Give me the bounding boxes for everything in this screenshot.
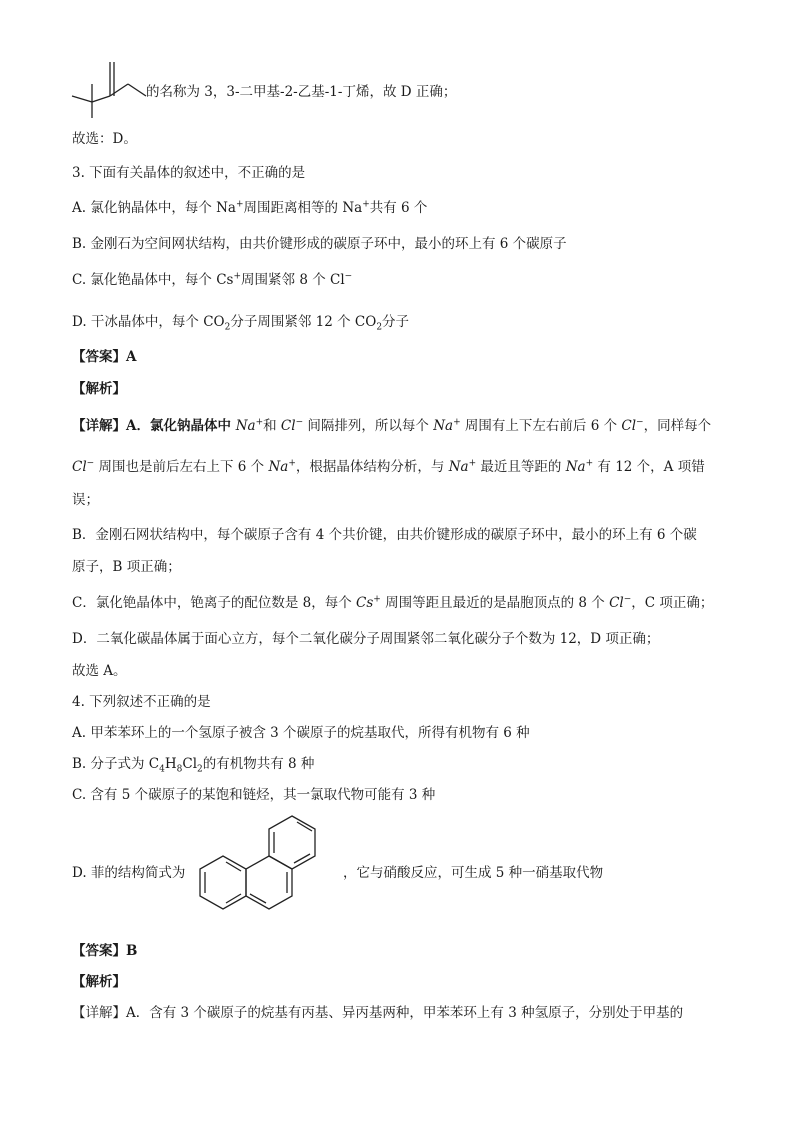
q4-stem: 4. 下列叙述不正确的是 <box>72 694 211 710</box>
q3-detail-d: D．二氧化碳晶体属于面心立方，每个二氧化碳分子周围紧邻二氧化碳分子个数为 12，D 项正确； <box>72 631 660 647</box>
q4-detail-a: 【详解】A．含有 3 个碳原子的烷基有丙基、异丙基两种，甲苯苯环上有 3 种氢原子，分别处于甲基的 <box>72 1005 684 1021</box>
q4-option-d-suffix: ，它与硝酸反应，可生成 5 种一硝基取代物 <box>343 865 604 881</box>
q3-choice: 故选 A。 <box>72 663 127 679</box>
q3-option-d: D. 干冰晶体中，每个 $CO_2$分子周围紧邻 12 个 $CO_2$分子 <box>72 314 410 333</box>
phenanthrene-structure-image <box>190 810 340 930</box>
q3-detail-a-line1: 【详解】A．氯化钠晶体中 Na+和 Cl− 间隔排列，所以每个 Na+ 周围有上下左右前后 6 个 Cl−，同样每个 <box>72 417 712 434</box>
q4-option-d-prefix: D. 菲的结构简式为 <box>72 865 186 881</box>
q4-option-a: A. 甲苯苯环上的一个氢原子被含 3 个碳原子的烷基取代，所得有机物有 6 种 <box>72 725 530 741</box>
q3-analysis-label: 【解析】 <box>72 381 126 397</box>
q2-choice: 故选：D。 <box>72 131 137 147</box>
q4-option-c: C. 含有 5 个碳原子的某饱和链烃，其一氯取代物可能有 3 种 <box>72 787 436 803</box>
q3-stem: 3. 下面有关晶体的叙述中，不正确的是 <box>72 165 306 181</box>
q3-detail-c: C．氯化铯晶体中，铯离子的配位数是 8，每个 Cs+ 周围等距且最近的是晶胞顶点的 8 个 Cl−，C 项正确； <box>72 594 714 611</box>
q3-option-a: A. 氯化钠晶体中，每个 Na+周围距离相等的 Na+共有 6 个 <box>72 199 428 216</box>
q4-analysis-label: 【解析】 <box>72 974 126 990</box>
q3-option-b: B. 金刚石为空间网状结构，由共价键形成的碳原子环中，最小的环上有 6 个碳原子 <box>72 236 567 252</box>
q4-answer: 【答案】B <box>72 943 138 959</box>
q3-detail-a-line3: 误； <box>72 492 99 508</box>
q3-detail-b-line2: 原子，B 项正确； <box>72 559 181 575</box>
q4-option-b: B. 分子式为 $C_4H_8Cl_2$的有机物共有 8 种 <box>72 756 315 775</box>
q3-detail-b-line1: B．金刚石网状结构中，每个碳原子含有 4 个共价键，由共价键形成的碳原子环中，最小的环上有 6 个碳 <box>72 527 697 543</box>
q3-answer: 【答案】A <box>72 349 137 365</box>
q3-option-c: C. 氯化铯晶体中，每个 Cs+周围紧邻 8 个 Cl− <box>72 271 353 288</box>
q3-detail-a-line2: Cl− 周围也是前后左右上下 6 个 Na+，根据晶体结构分析，与 Na+ 最近且等距的 Na+ 有 12 个，A 项错 <box>72 458 705 475</box>
q2-name-line: 的名称为 3，3-二甲基-2-乙基-1-丁烯，故 D 正确； <box>146 84 457 100</box>
alkene-structure-image <box>70 58 150 118</box>
